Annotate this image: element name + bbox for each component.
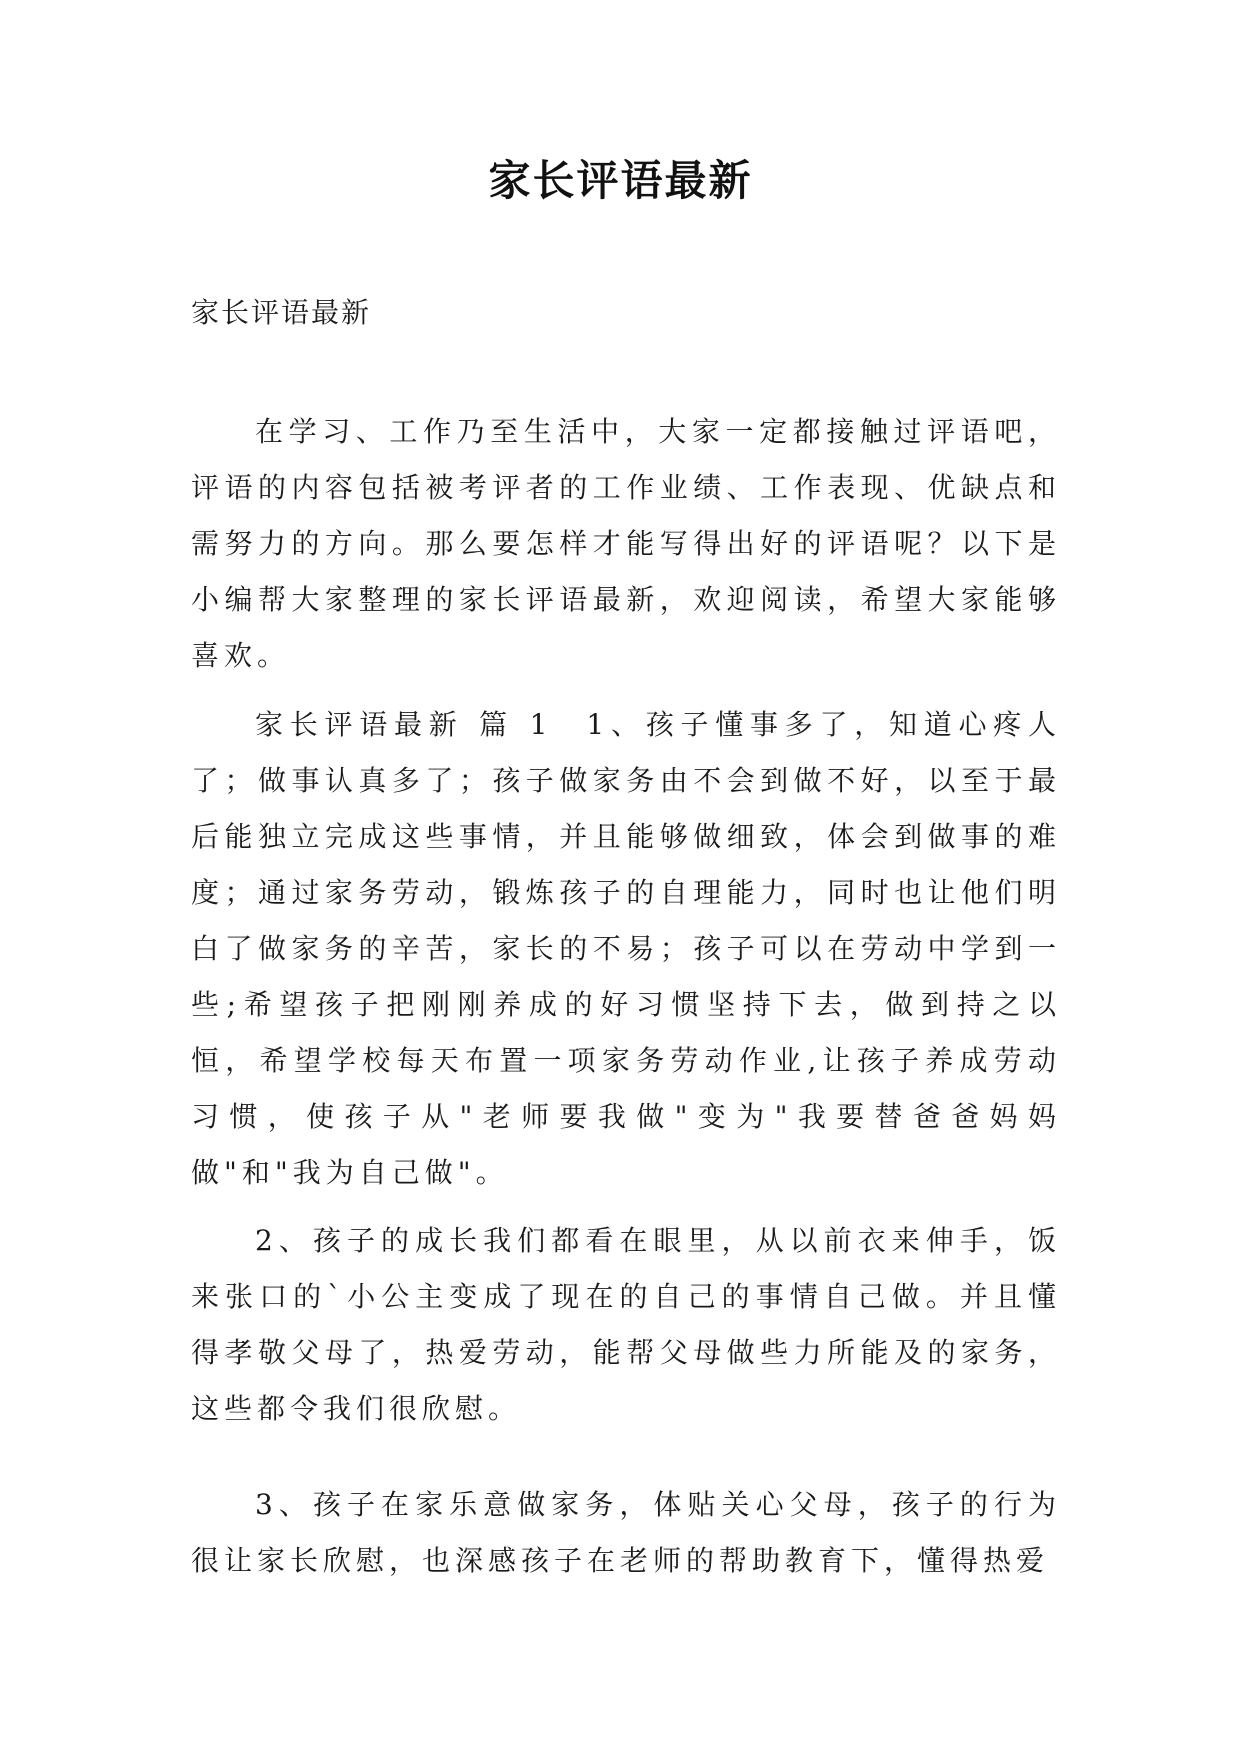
item-2-paragraph: 2、孩子的成长我们都看在眼里，从以前衣来伸手，饭来张口的`小公主变成了现在的自己的事情自己做。并且懂得孝敬父母了，热爱劳动，能帮父母做些力所能及的家务，这些都令我们很欣慰。: [191, 1224, 1061, 1425]
item-3-paragraph: 3、孩子在家乐意做家务，体贴关心父母，孩子的行为很让家长欣慰，也深感孩子在老师的帮助教育下，懂得热爱: [191, 1488, 1061, 1577]
intro-paragraph: 在学习、工作乃至生活中，大家一定都接触过评语吧，评语的内容包括被考评者的工作业绩、工作表现、优缺点和需努力的方向。那么要怎样才能写得出好的评语呢？以下是小编帮大家整理的家长评语最新，欢迎阅读，希望大家能够喜欢。: [191, 415, 1061, 672]
item-1-text: 1、孩子懂事多了，知道心疼人了；做事认真多了；孩子做家务由不会到做不好，以至于最后能独立完成这些事情，并且能够做细致，体会到做事的难度；通过家务劳动，锻炼孩子的自理能力，同时也让他们明白了做家务的辛苦，家长的不易；孩子可以在劳动中学到一些;希望孩子把刚刚养成的好习惯坚持下去，做到持之以恒，希望学校每天布置一项家务劳动作业,让孩子养成劳动习惯，使孩子从"老师要我做"变为"我要替爸爸妈妈做"和"我为自己做"。: [191, 708, 1061, 1189]
section-1-paragraph: [191, 697, 1061, 1201]
item-2-block: [191, 1213, 1061, 1437]
intro-paragraph-block: [191, 404, 1061, 684]
section-1-block: [191, 697, 1061, 1201]
item-3-block: [191, 1477, 1061, 1589]
document-subtitle: 家长评语最新: [191, 296, 372, 329]
document-title: 家长评语最新: [488, 156, 753, 205]
section-heading: 家长评语最新 篇 1: [255, 708, 553, 741]
